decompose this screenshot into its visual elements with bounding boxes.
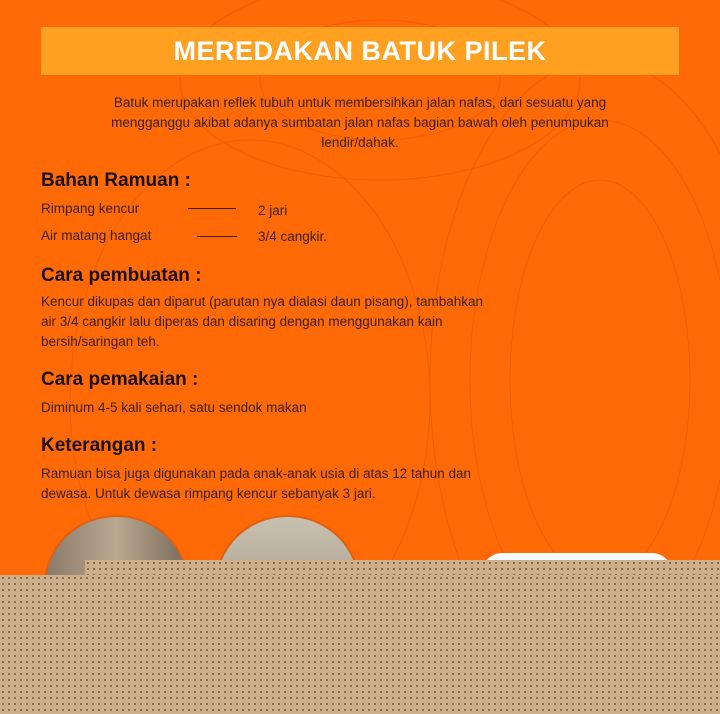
ingredient-name: Air matang hangat [41, 228, 152, 243]
keterangan-text: Ramuan bisa juga digunakan pada anak-anak usia di atas 12 tahun dan dewasa. Untuk dewasa rimpang kencur sebanyak 3 jari. [41, 466, 472, 501]
ingredient-amount: 2 jari [258, 203, 288, 218]
title-banner [41, 27, 679, 75]
bahan-heading: Bahan Ramuan : [41, 170, 191, 191]
ingredient-name: Rimpang kencur [41, 201, 140, 216]
pembuatan-heading: Cara pembuatan : [41, 265, 202, 286]
ingredient-amount: 3/4 cangkir. [258, 229, 328, 244]
pemakaian-heading: Cara pemakaian : [41, 369, 199, 390]
dotted-overlay [85, 560, 720, 576]
dotted-overlay [0, 575, 720, 714]
pemakaian-text: Diminum 4-5 kali sehari, satu sendok makan [41, 400, 307, 415]
intro-text: Batuk merupakan reflek tubuh untuk membersihkan jalan nafas, dari sesuatu yang mengganggu akibat adanya sumbatan jalan nafas bagian bawah oleh penumpukan lendir/dahak. [111, 95, 609, 150]
page-title: MEREDAKAN BATUK PILEK [173, 35, 547, 66]
divider [197, 236, 237, 237]
keterangan-heading: Keterangan : [41, 435, 158, 456]
pembuatan-text: Kencur dikupas dan diparut (parutan nya dialasi daun pisang), tambahkan air 3/4 cangkir lalu diperas dan disaring dengan menggunakan kain bersih/saringan teh. [41, 294, 484, 349]
divider [188, 208, 236, 209]
